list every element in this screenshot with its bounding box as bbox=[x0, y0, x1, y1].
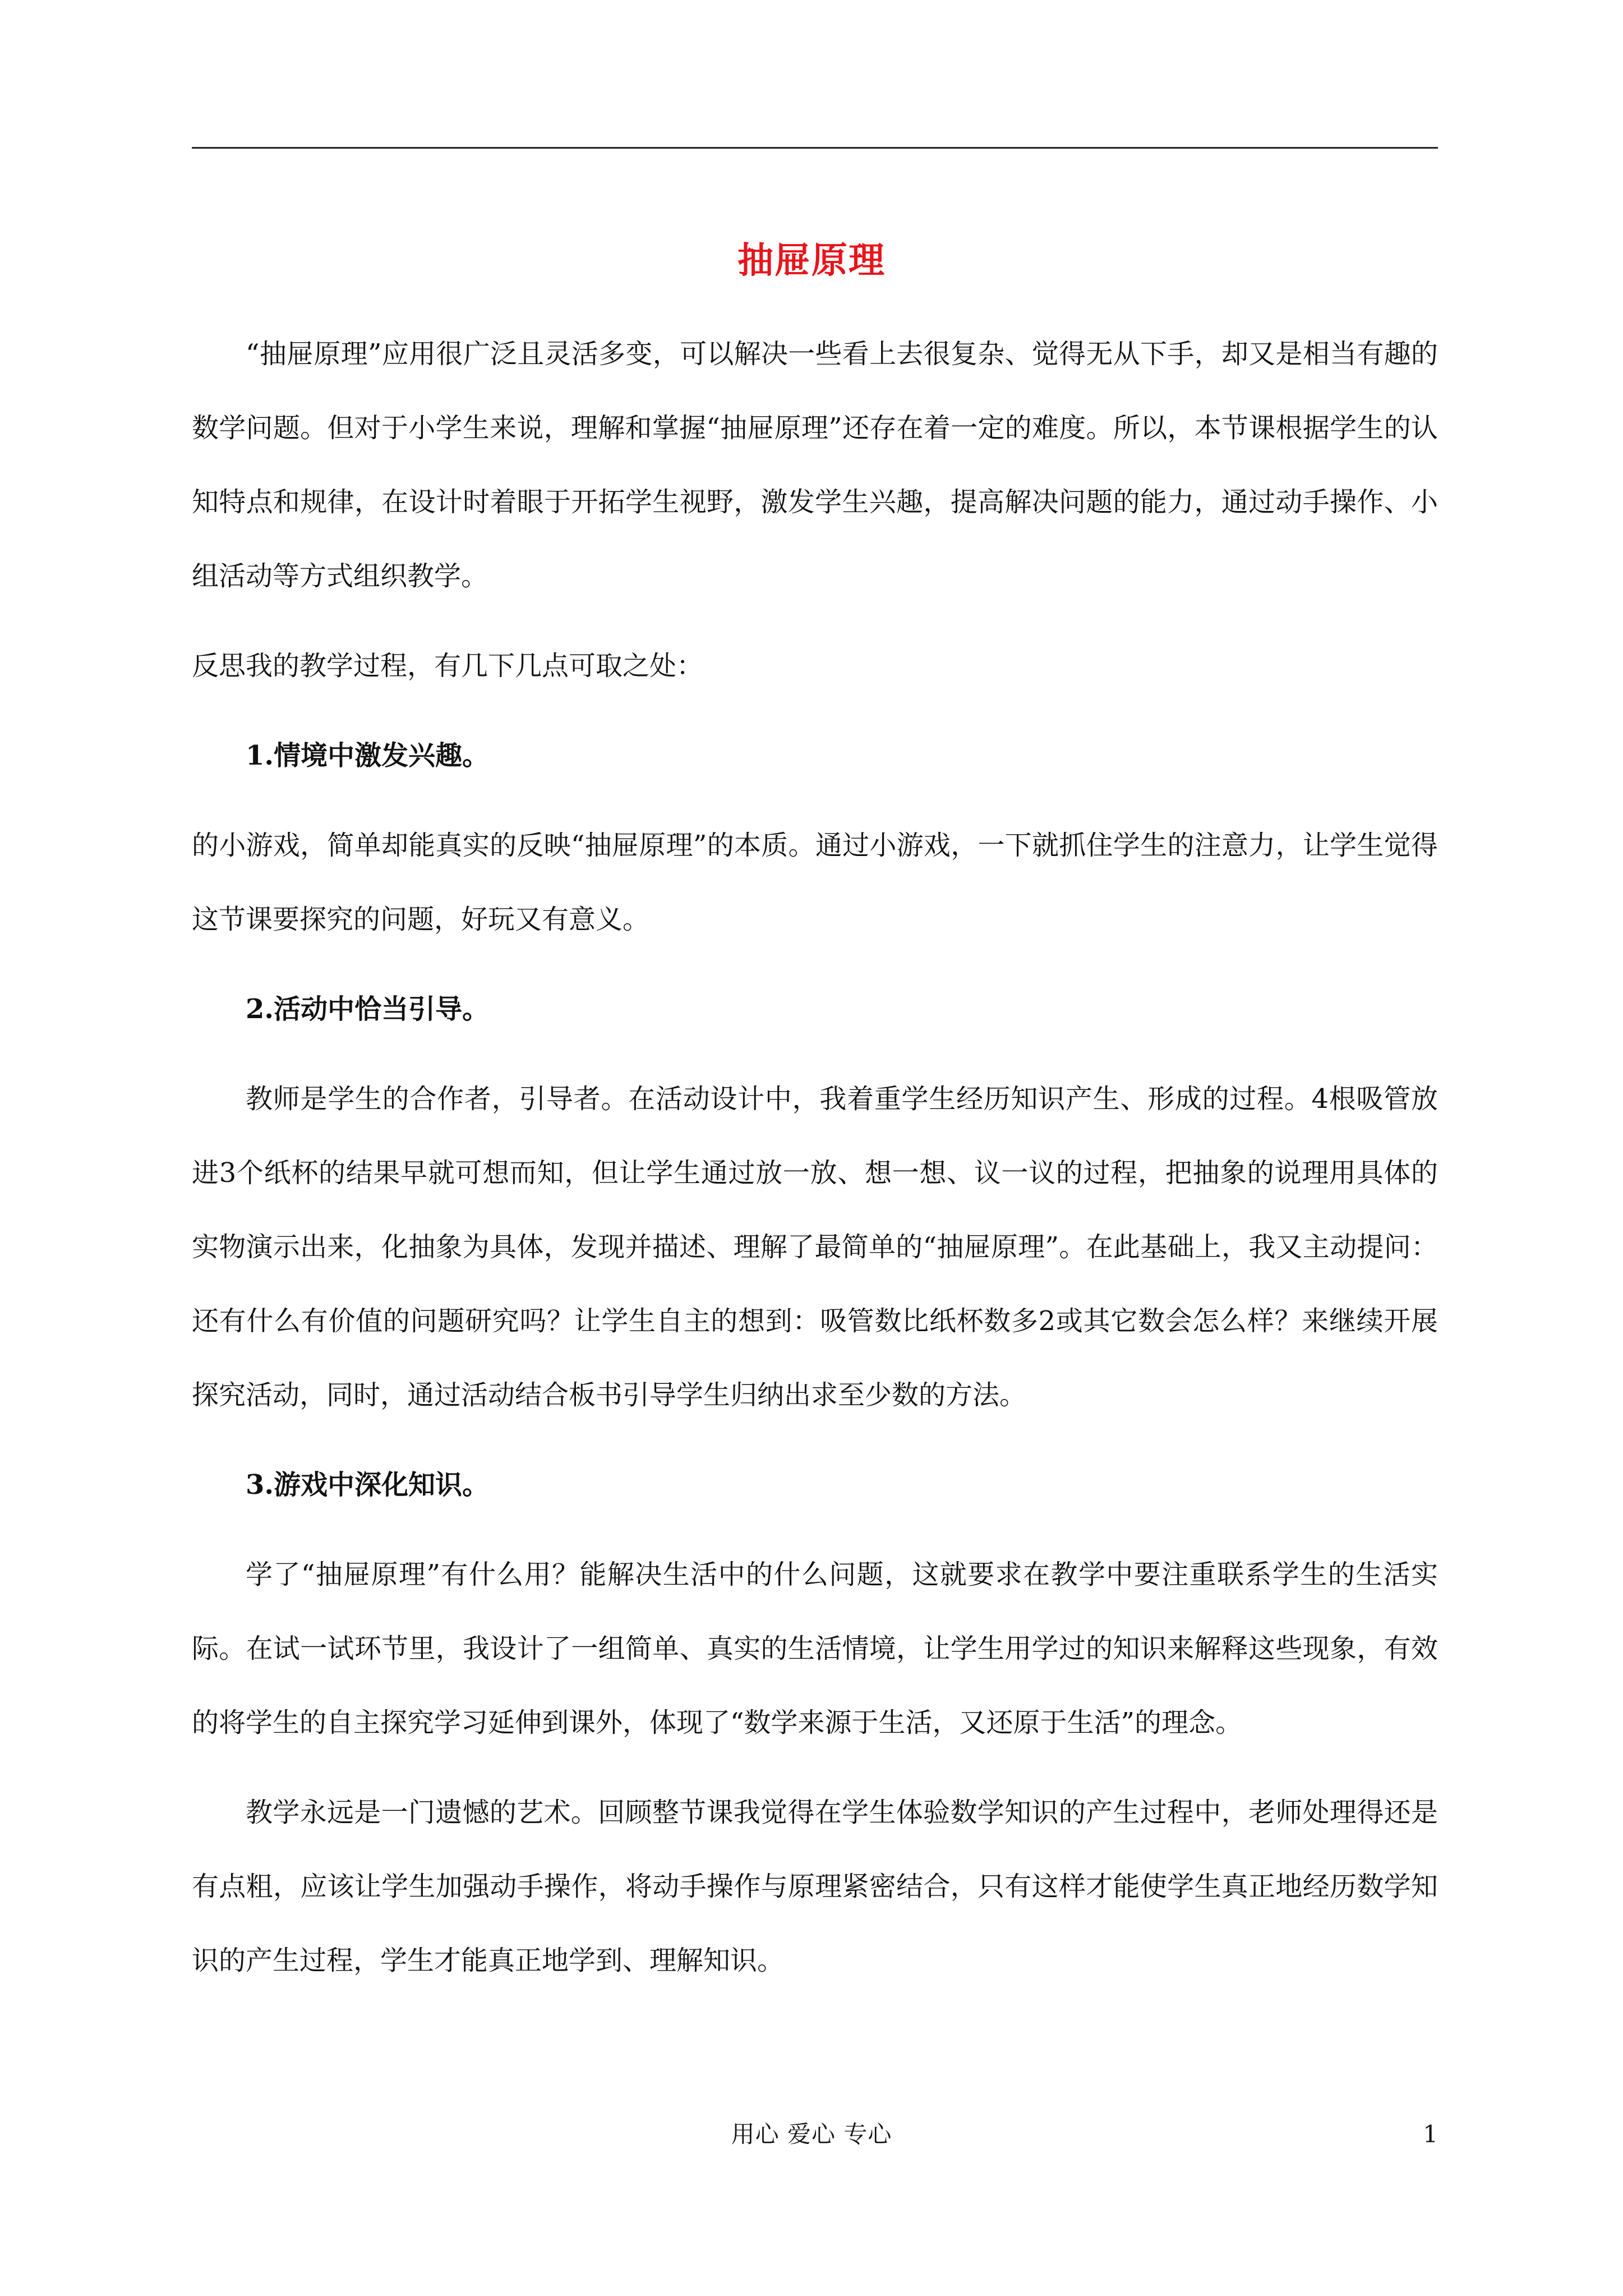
paragraph-intro: “抽屉原理”应用很广泛且灵活多变，可以解决一些看上去很复杂、觉得无从下手，却又是相当有趣的数学问题。但对于小学生来说，理解和掌握“抽屉原理”还存在着一定的难度。所以，本节课根据学生的认知特点和规律，在设计时着眼于开拓学生视野，激发学生兴趣，提高解决问题的能力，通过动手操作、小组活动等方式组织教学。 bbox=[192, 338, 1438, 592]
section-heading-1: 1.情境中激发兴趣。 bbox=[246, 740, 490, 771]
footer-slogan: 用心 爱心 专心 bbox=[731, 2120, 892, 2148]
page-number: 1 bbox=[1423, 2120, 1438, 2148]
paragraph-section-1: 的小游戏，简单却能真实的反映“抽屉原理”的本质。通过小游戏，一下就抓住学生的注意力，让学生觉得这节课要探究的问题，好玩又有意义。 bbox=[192, 830, 1438, 935]
document-body bbox=[192, 317, 1438, 1998]
header-rule bbox=[192, 147, 1438, 149]
paragraph-conclusion: 教学永远是一门遗憾的艺术。回顾整节课我觉得在学生体验数学知识的产生过程中，老师处理得还是有点粗，应该让学生加强动手操作，将动手操作与原理紧密结合，只有这样才能使学生真正地经历数学知识的产生过程，学生才能真正地学到、理解知识。 bbox=[192, 1797, 1438, 1976]
paragraph-section-2: 教师是学生的合作者，引导者。在活动设计中，我着重学生经历知识产生、形成的过程。4根吸管放进3个纸杯的结果早就可想而知，但让学生通过放一放、想一想、议一议的过程，把抽象的说理用具体的实物演示出来，化抽象为具体，发现并描述、理解了最简单的“抽屉原理”。在此基础上，我又主动提问：还有什么有价值的问题研究吗？让学生自主的想到：吸管数比纸杯数多2或其它数会怎么样？来继续开展探究活动，同时，通过活动结合板书引导学生归纳出求至少数的方法。 bbox=[192, 1083, 1438, 1411]
section-heading-3: 3.游戏中深化知识。 bbox=[246, 1469, 490, 1501]
document-title: 抽屉原理 bbox=[737, 240, 886, 282]
paragraph-reflection-lead: 反思我的教学过程，有几下几点可取之处： bbox=[192, 650, 704, 682]
paragraph-section-3: 学了“抽屉原理”有什么用？能解决生活中的什么问题，这就要求在教学中要注重联系学生的生活实际。在试一试环节里，我设计了一组简单、真实的生活情境，让学生用学过的知识来解释这些现象，有效的将学生的自主探究学习延伸到课外，体现了“数学来源于生活，又还原于生活”的理念。 bbox=[192, 1559, 1438, 1738]
section-heading-2: 2.活动中恰当引导。 bbox=[246, 993, 490, 1025]
